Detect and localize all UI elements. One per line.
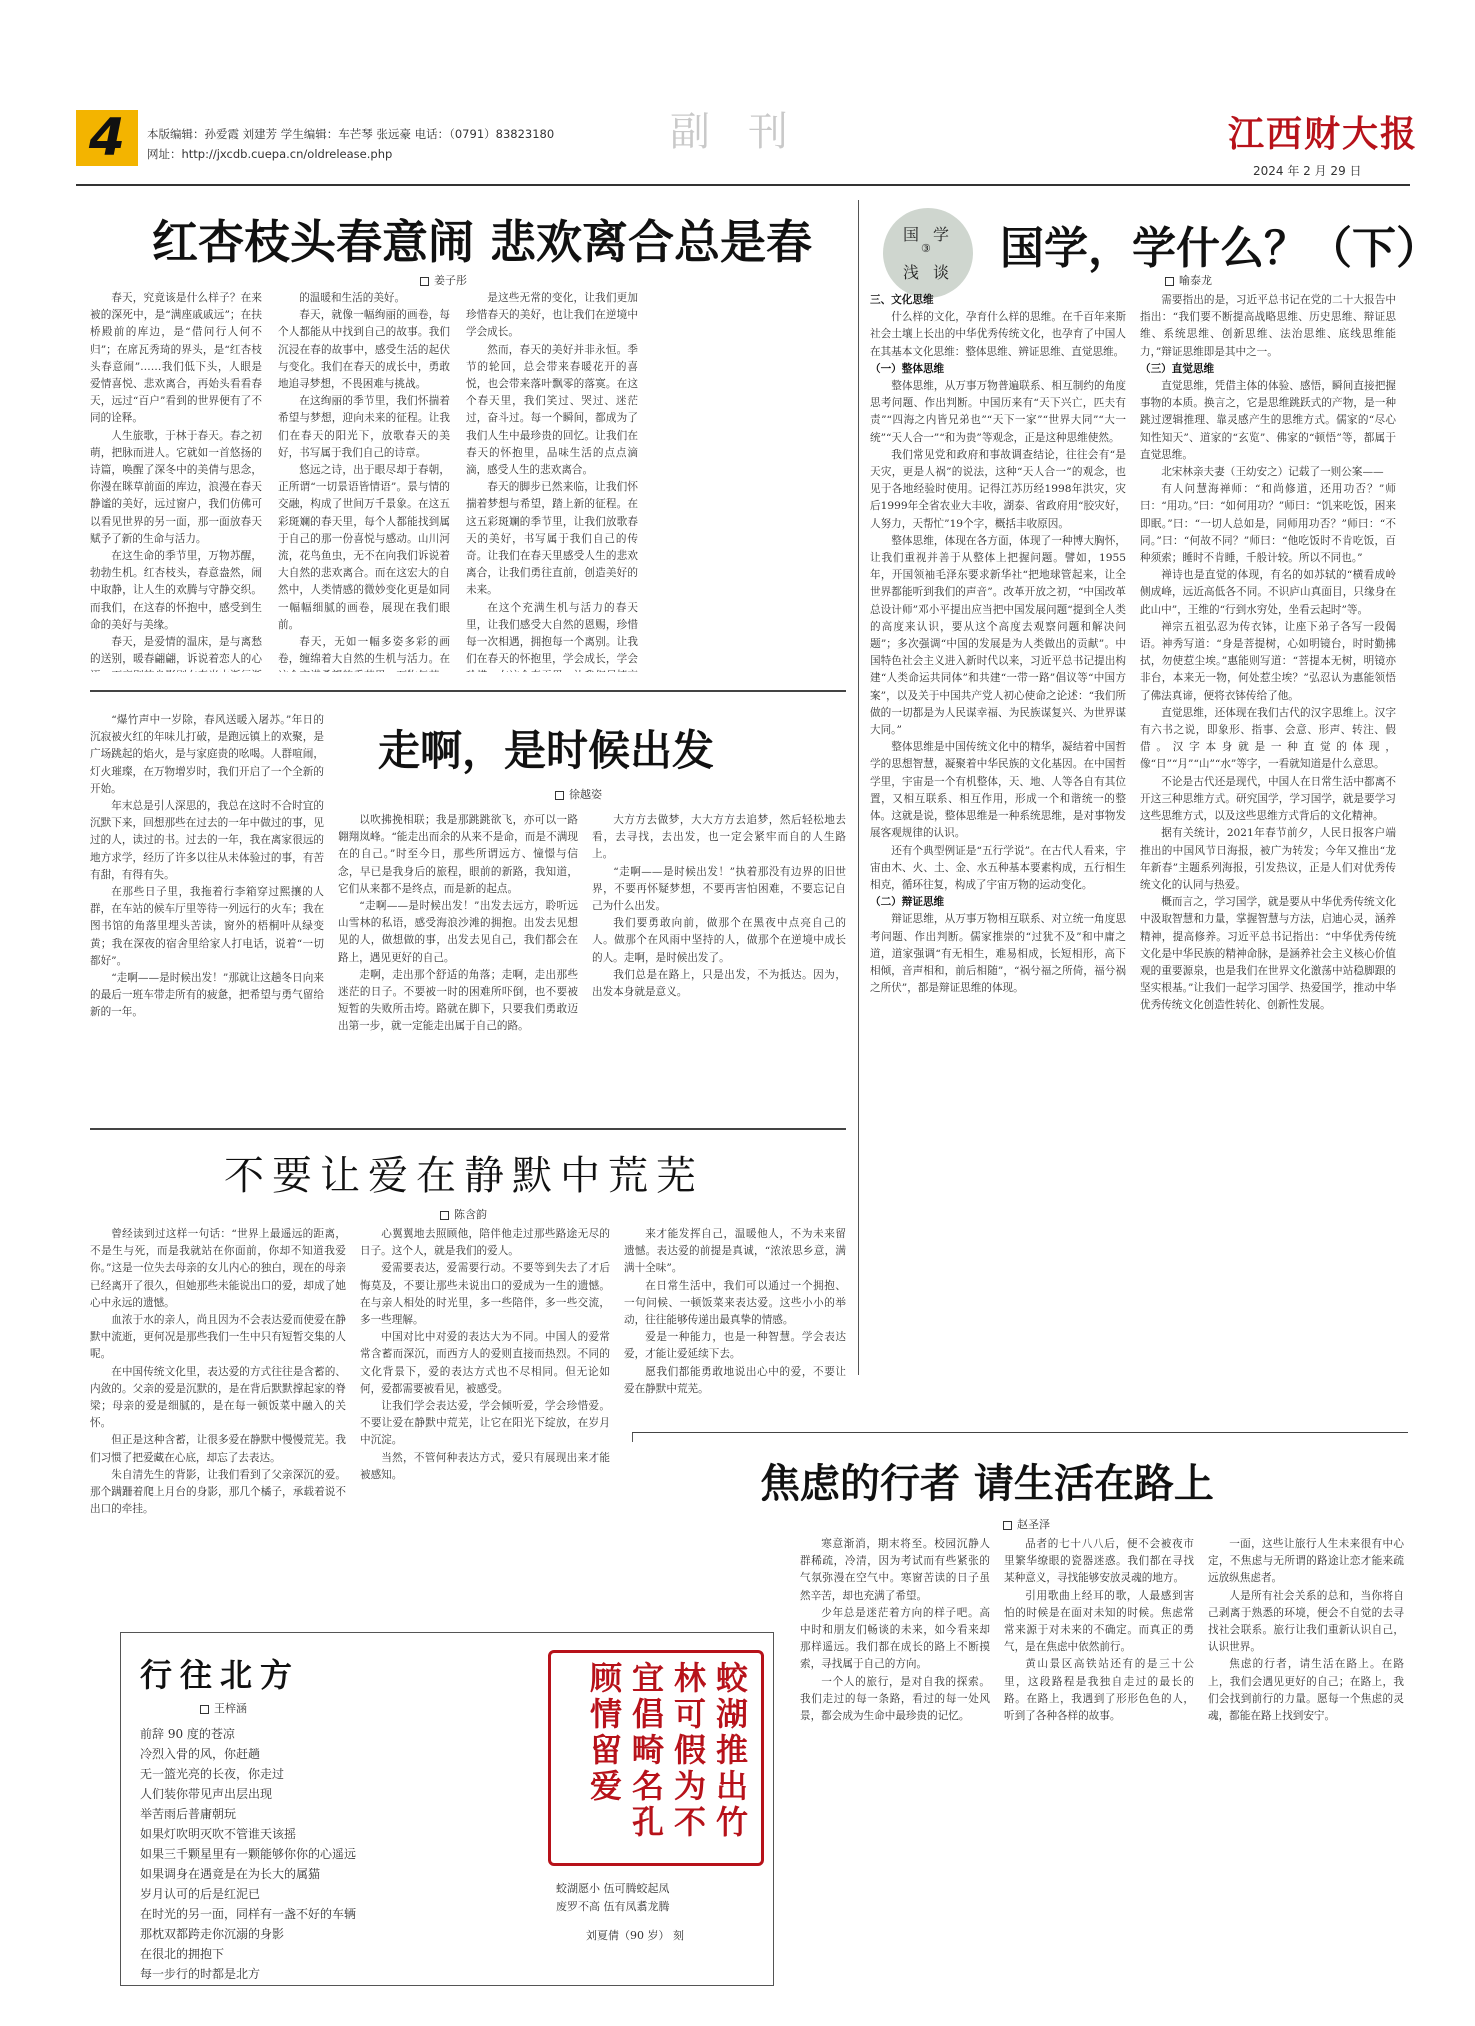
- article-column-2: 的温暖和生活的美好。 春天，就像一幅绚丽的画卷，每个人都能从中找到自己的故事。我们沉浸在春的故事中，感受生活的起伏与变化。我们在春天的成长中，勇敢地追寻梦想，不畏困难与挑战。 在这绚丽的季节里，我们怀揣着希望与梦想，迎向未来的征程。让我们在春天的阳光下，放歌春天的美好，书写属于我们自己的诗章。 悠远之诗，出于眼尽却于春朝，正所谓“一切景语皆情语”。景与情的交融，构成了世间万千景象。在这五彩斑斓的春天里，每个人都能找到属于自己的那一份喜悦与感动。山川河流，花鸟鱼虫，无不在向我们诉说着大自然的悲欢离合。而在这宏大的自然中，人类情感的微妙变化更是如同一幅幅细腻的画卷，展现在我们眼前。 春天，无如一幅多姿多彩的画卷，缠绵着大自然的生机与活力。在: [278, 292, 450, 666]
- article-author: 喻泰龙: [1165, 272, 1212, 288]
- article-author: 徐越姿: [555, 786, 602, 802]
- editor-info: 本版编辑：孙爱霞 刘建芳 学生编辑：车芒琴 张远豪 电话：（0791）83823180: [147, 127, 555, 141]
- article-author: 赵圣泽: [1003, 1516, 1050, 1532]
- article-title: 焦虑的行者 请生活在路上: [760, 1460, 1214, 1507]
- article-author: 陈含韵: [440, 1206, 487, 1222]
- article-column-1: “爆竹声中一岁除，春风送暖入屠苏。”年日的沉寂被火红的年味儿打破，是跑远镇上的欢聚，是广场跳起的焰火，是与家庭贵的吆喝。人群喧闹，灯火璀璨，在万物增岁时，我们开启了一个全新的开始。 年末总是引人深思的，我总在这时不合时宜的沉默下来，回想那些在过去的一年中做过的事，见过的人，读过的书。过去的一年，我在离家很远的地方求学，经历了许多以往从未体验过的事，有苦有甜，有得有失。 在那些日子里，我拖着行李箱穿过熙攘的人群，在车站的候车厅里等待一列远行的火车；我在图书馆的角落里埋头苦读，窗外的梧桐叶从绿变黄；我在深夜的宿舍里给家人打电话，说着“一切都好”。 “走啊——是时候出发！”那就让这趟冬日向来的最后一班车带走所有的疲惫，把希望与勇气留给新的一年。: [90, 714, 324, 1019]
- article-column-3: 是这些无常的变化，让我们更加珍惜春天的美好，也让我们在逆境中学会成长。 然而，春天的美好并非永恒。季节的轮回，总会带来春暖花开的喜悦，也会带来落叶飘零的落寞。在这个春天里，我们笑过、哭过、迷茫过，奋斗过。每一个瞬间，都成为了我们人生中最珍贵的回忆。让我们在春天的怀抱里，品味生活的点点滴滴，感受人生的悲欢离合。 春天的脚步已然来临，让我们怀揣着梦想与希望，踏上新的征程。在这五彩斑斓的季节里，让我们放歌春天的美好，书写属于我们自己的传奇。让我们在春天里感受人生的悲欢离合，让我们勇往直前，创造美好的未来。 在这个充满生机与活力的春天里，让我们感受大自然的恩赐，珍惜每一次相遇，拥抱每一个离别。让我们在春天的怀抱里，学会成长，学会: [466, 292, 638, 666]
- seal-caption: 蛟湖愿小 伍可腾蛟起凤 废罗不高 伍有凤翥龙腾: [556, 1882, 670, 1913]
- section-rule: [632, 1432, 1408, 1433]
- website-link[interactable]: 网址：http://jxcdb.cuepa.cn/oldrelease.php: [147, 147, 393, 161]
- article-column-3: 一面，这些让旅行人生未来很有中心定，不焦虑与无所谓的路途让恋才能来疏远放纵焦虑者。 人是所有社会关系的总和，当你将自己剥离于熟悉的环境，便会不自觉的去寻找社会联系。旅行让我们重新认识自己，认识世界。 焦虑的行者，请生活在路上。在路上，我们会遇见更好的自己；在路上，我们会找到前行的力量。愿每一个焦虑的灵魂，都能在路上找到安宁。: [1208, 1538, 1404, 1723]
- article-column-3: 大方方去做梦，大大方方去追梦，然后轻松地去看，去寻找，去出发，也一定会紧牢而自的人生路上。 “走啊——是时候出发！”执着那没有边界的旧世界，不要再怀疑梦想，不要再害怕困难，不要忘记自己为什么出发。 我们要勇敢向前，做那个在黑夜中点亮自己的人。做那个在风雨中坚持的人，做那个在逆境中成长的人。走啊，是时候出发了。 我们总是在路上，只是出发，不为抵达。因为，出发本身就是意义。: [592, 814, 846, 999]
- seal-stamp-image: [548, 1650, 764, 1866]
- article-column-1: 寒意渐消，期末将至。校园沉静人群稀疏，冷清，因为考试而有些紧张的气氛弥漫在空气中。寒窗苦读的日子虽然辛苦，却也充满了希望。 少年总是迷茫着方向的样子吧。高中时和朋友们畅谈的未来，如今看来却那样遥远。我们都在成长的路上不断摸索，寻找属于自己的方向。 一个人的旅行，是对自我的探索。我们走过的每一条路，看过的每一处风景，都会成为生命中最珍贵的记忆。: [800, 1538, 990, 1723]
- article-column-2: 心翼翼地去照顾他，陪伴他走过那些路途无尽的日子。这个人，就是我们的爱人。 爱需要表达，爱需要行动。不要等到失去了才后悔莫及，不要让那些未说出口的爱成为一生的遗憾。在与亲人相处的时光里，多一些陪伴，多一些交流，多一些理解。 中国对比中对爱的表达大为不同。中国人的爱常常含蓄而深沉，而西方人的爱则直接而热烈。不同的文化背景下，爱的表达方式也不尽相同。但无论如何，爱都需要被看见，被感受。 让我们学会表达爱，学会倾听爱，学会珍惜爱。不要让爱在静默中荒芜，让它在阳光下绽放，在岁月中沉淀。 当然，不管何种表达方式，爱只有展现出来才能被感知。: [360, 1228, 610, 1481]
- newspaper-brand: 江西财大报: [1228, 113, 1419, 155]
- article-title: 走啊，是时候出发: [378, 726, 715, 775]
- article-column-3: 来才能发挥自己，温暖他人，不为未来留遗憾。表达爱的前提是真诚，“浓浓思乡意，满满十全味”。 在日常生活中，我们可以通过一个拥抱、一句问候、一顿饭菜来表达爱。这些小小的举动，往往能够传递出最真挚的情感。 爱是一种能力，也是一种智慧。学会表达爱，才能让爱延续下去。 愿我们都能勇敢地说出心中的爱，不要让爱在静默中荒芜。: [624, 1228, 846, 1395]
- issue-date: 2024 年 2 月 29 日: [1253, 164, 1362, 178]
- section-name: 副刊: [670, 109, 826, 155]
- article-column-2: 品者的七十八八后，便不会被夜市里繁华缭眼的瓷器迷惑。我们都在寻找某种意义，寻找能够安放灵魂的地方。 引用歌曲上经耳的歌，人最感到害怕的时候是在面对未知的时候。焦虑常常来源于对未来的不确定。而真正的勇气，是在焦虑中依然前行。 黄山景区高铁站还有的是三十公里，这段路程是我独自走过的最长的路。在路上，我遇到了形形色色的人，听到了各种各样的故事。: [1004, 1538, 1194, 1723]
- article-title: 国学，学什么？（下）: [1000, 223, 1440, 274]
- article-title: 红杏枝头春意闹 悲欢离合总是春: [152, 215, 813, 269]
- article-author: 姜子彤: [420, 272, 467, 288]
- article-column-1: 曾经读到过这样一句话：“世界上最遥远的距离，不是生与死，而是我就站在你面前，你却不知道我爱你。”这是一位失去母亲的女儿内心的独白，现在的母亲已经离开了很久，但她那些未能说出口的爱，却成了她心中永远的遗憾。 血浓于水的亲人，尚且因为不会表达爱而使爱在静默中流逝，更何况是那些我们一生中只有短暂交集的人呢。 在中国传统文化里，表达爱的方式往往是含蓄的、内敛的。父亲的爱是沉默的，是在背后默默撑起家的脊梁；母亲的爱是细腻的，是在每一顿饭菜中融入的关怀。 但正是这种含蓄，让很多爱在静默中慢慢荒芜。我们习惯了把爱藏在心底，却忘了去表达。 朱自清先生的背影，让我们看到了父亲深沉的爱。那个蹒跚着爬上月台的身影，那几个橘子，承载着说不出口的牵挂。: [90, 1228, 346, 1516]
- seal-engraving: 蛟湖推出竹林可假为不宜倡畸名孔顾情留爱: [585, 1661, 749, 1841]
- article-column-2: 需要指出的是，习近平总书记在党的二十大报告中指出：“我们要不断提高战略思维、历史思维、辩证思维、系统思维、创新思维、法治思维、底线思维能力，”辩证思维即是其中之一。 （三）直觉思维 直觉思维，凭借主体的体验、感悟，瞬间直接把握事物的本质。换言之，它是思维跳跃式的产物，是一种跳过逻辑推理、靠灵感产生的思维方式。儒家的“尽心知性知天”、道家的“玄览”、佛家的“顿悟”等，都属于直觉思维。 北宋林亲夫妻（王幼安之）记载了一则公案—— 有人问慧海禅师：“和尚修道，还用功否？”师曰：“用功。”曰：“如何用功？”师曰：“饥来吃饭，困来即眠。”曰：“一切人总如是，同师用功否？”师曰：“不同。”曰：“何故不同？”师曰：“他吃饭时不肯吃饭，百种须索；睡时不肯睡，千般计较。所以不同也。” 禅诗也是直觉的体现，有名的如苏轼的“横看成岭侧成峰，远近高低各不同。不识庐山真面目，只缘身在此山中”，王维的“行到水穷处，坐看云起时”等。 禅宗五祖弘忍为传衣钵，让座下弟子各写一段偈语。神秀写道：“身是菩提树，心如明镜台，时时勤拂拭，勿使惹尘埃。”惠能则写道：“菩提本无树，明镜亦非台，本来无一物，何处惹尘埃？”弘忍认为惠能领悟了佛法真谛，便将衣钵传给了他。 直觉思维，还体现在我们古代的汉字思维上。汉字有六书之说，即象形、指事、会意、形声、转注、假借。汉字本身就是一种直觉的体现，像“日”“月”“山”“水”等字，一看就知道是什么意思。 不论是古代还是现代，中国人在日常生活中都离不开这三种思维方式。研究国学，学习国学，就是要学习这些思维方式，以及这些思维方式背后的文化精神。 据有关统计，2021年春节前夕，人民日报客户端推出的中国风节日海报，被广为转发；今年又推出“龙年新春”主题系列海报，引发热议，正是人们对优秀传统文化的认同与热爱。 概而言之，学习国学，就是要从中华优秀传统文化中汲取智慧和力量，掌握智慧与方法，启迪心灵，涵养精神，提高修养。习近平总书记指出：“中华优秀传统文化是中华民族的精神命脉，是涵养社会主义核心价值观的重要源泉，也是我们在世界文化激荡中站稳脚跟的坚实根基。”让我们一起学习国学、热爱国学，推动中华优秀传统文化创造性转化、创新性发展。: [1140, 294, 1396, 1012]
- poem-lines: 前辞 90 度的苍凉 冷烈入骨的风，你赶趟 无一篮光亮的长夜，你走过 人们装你带见声出层出现 举苦雨后普庸朝玩 如果灯吹明灭吹不管谁天该摇 如果三千颗星里有一颗能够你你的心遥远 如果调身在遇竟是在为长大的属猫 岁月认可的后是红泥已 在时光的另一面，同样有一盏不好的车辆 那枕双都跨走你沉溺的身影 在很北的拥抱下 每一步行的时都是北方: [140, 1727, 357, 1981]
- page-number: 4: [76, 110, 138, 166]
- column-separator: [858, 200, 859, 1375]
- article-column-1: 春天，究竟该是什么样子？在来被的深死中，是“满座戚戚远”；在扶桥殿前的库边，是“借问行人何不归”；在席瓦秀琦的界头，是“红杏枝头春意闹”……我们低下头，人眼是爱情喜悦、悲欢离合，再始头看看春天，远过“百户”看到的世界便有了不同的诠释。 人生旅歌，于林于春天。春之初萌，把脉而进人。它就如一首悠扬的诗篇，唤醒了深冬中的美倩与思念，你漫在眯草前面的库边，浪漫在春天静谧的美好，远过窗户，我们仿佛可以看见世界的另一面，那一面放春天赋予了新的生命与活力。 在这生命的季节里，万物苏醒，勃勃生机。红杏枝头，春意盎然，闹中取静，让人生的欢腾与守静交织。而我们，在这春的怀抱中，感受到生命的美好与美缘。 春天，是爱情的温床，是与离愁的送别，暖春翩翩，诉说着恋人的心: [90, 292, 262, 666]
- section-rule: [90, 1128, 846, 1130]
- section-rule: [90, 690, 846, 692]
- article-column-1: 三、文化思维 什么样的文化，孕育什么样的思维。在千百年来斯社会土壤上长出的中华优秀传统文化，也孕育了中国人在其基本文化思维：整体思维、辨证思维、直觉思维。 （一）整体思维 整体思维，从万事万物普遍联系、相互制约的角度思考问题、作出判断。中国历来有“天下兴亡，匹夫有责”“四海之内皆兄弟也”“天下一家”“世界大同”“大一统”“天人合一”“和为贵”等观念，正是这种思维使然。 我们常见党和政府和事故调查结论，往往会有“是天灾，更是人祸”的说法，这种“天人合一”的观念，也见于各地经验时使用。记得江苏历经1998年洪灾，灾后1999年全省农业大丰收，湖泰、省政府用“胶灾好，人努力，天帮忙”19个字，概括丰收原因。 整体思维，体现在各方面，体现了一种博大胸怀，让我们重视并善于从整体上把握问题。譬如，1955年，开国领袖毛泽东要求新华社“把地球管起来，让全世界都能听到我们的声音”。改革开放之初，“中国改革总设计师”邓小平提出应当把中国发展问题“提到全人类的高度来认识，要从这个高度去观察问题和解决问题”；多次强调“中国的发展是为人类做出的贡献”。中国特色社会主义进入新时代以来，习近平总书记提出构建“人类命运共同体”和共建“一带一路”倡议等“中国方案”，以及关于中国共产党人初心使命之论述：“我们所做的一切都是为人民谋幸福、为民族谋复兴、为世界谋大同。” 整体思维是中国传统文化中的精华，凝结着中国哲学的思想智慧，凝聚着中华民族的文化基因。在中国哲学里，宇宙是一个有机整体，天、地、人等各自有其位置，又相互联系、相互作用，形成一个和谐统一的整体。这就是说，整体思维是一种系统思维，是对事物发展客观规律的认识。 还有个典型例证是“五行学说”。在古代人看来，宇宙由木、火、土、金、水五种基本要素构成，五行相生相克，循环往复，构成了宇宙万物的运动变化。 （二）辩证思维 辩证思维，从万事万物相互联系、对立统一角度思考问题、作出判断。儒家推崇的“过犹不及”和中庸之道，道家强调“有无相生，难易相成，长短相形，高下相倾，音声相和，前后相随”，“祸兮福之所倚，福兮祸之所伏”，都是辩证思维的体现。: [870, 294, 1126, 995]
- poem-title: 行往北方: [140, 1656, 301, 1694]
- series-badge: 国 学 浅 谈 ③: [883, 208, 973, 298]
- article-title: 不要让爱在静默中荒芜: [224, 1153, 704, 1199]
- poem-author: 王梓涵: [200, 1700, 247, 1716]
- article-column-2: 以吹拂挽相联；我是那跳跳欲飞，亦可以一路翱翔岚峰。“能走出而余的从来不是命，而是不满现在的自己。”时至今日，那些所谓远方、憧憬与信念，早已是我身后的旅程，眼前的新路，我知道，它们从来都不是终点，而是新的起点。 “走啊——是时候出发！”出发去远方，聆听远山雪林的私语，感受海浪沙滩的拥抱。出发去见想见的人，做想做的事，出发去见自己，我们都会在路上，遇见更好的自己。 走啊，走出那个舒适的角落；走啊，走出那些迷茫的日子。不要被一时的困难所吓倒，也不要被短暂的失败所击垮。路就在脚下，只要我们勇敢迈出第一步，就一定能走出属于自己的路。: [338, 814, 578, 1033]
- header-rule: [76, 184, 1410, 186]
- seal-artist: 刘夏倩（90 岁） 刻: [586, 1929, 684, 1942]
- box-corner: [632, 1432, 633, 1442]
